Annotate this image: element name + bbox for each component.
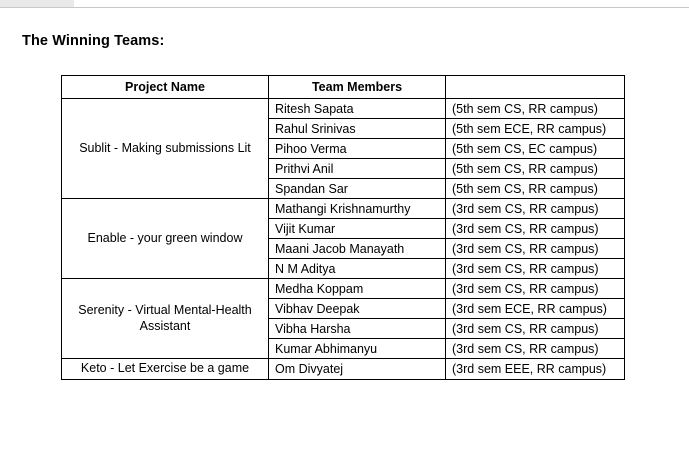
- campus-cell: (3rd sem CS, RR campus): [446, 219, 625, 239]
- team-member-cell: Kumar Abhimanyu: [269, 339, 446, 359]
- table-row: [62, 279, 625, 299]
- project-name-cell: Serenity - Virtual Mental-Health Assistant: [62, 279, 269, 359]
- team-member-cell: Prithvi Anil: [269, 159, 446, 179]
- campus-cell: (5th sem CS, RR campus): [446, 99, 625, 119]
- campus-cell: (3rd sem CS, RR campus): [446, 339, 625, 359]
- team-member-cell: Vibhav Deepak: [269, 299, 446, 319]
- campus-cell: (3rd sem ECE, RR campus): [446, 299, 625, 319]
- campus-cell: (5th sem CS, EC campus): [446, 139, 625, 159]
- project-name-cell: Enable - your green window: [62, 199, 269, 279]
- campus-cell: (3rd sem CS, RR campus): [446, 259, 625, 279]
- campus-cell: (5th sem CS, RR campus): [446, 179, 625, 199]
- team-member-cell: Maani Jacob Manayath: [269, 239, 446, 259]
- project-name-cell: Sublit - Making submissions Lit: [62, 99, 269, 199]
- team-member-cell: Spandan Sar: [269, 179, 446, 199]
- table-row: [62, 359, 625, 380]
- campus-cell: (3rd sem EEE, RR campus): [446, 359, 625, 380]
- campus-cell: (5th sem ECE, RR campus): [446, 119, 625, 139]
- team-member-cell: Om Divyatej: [269, 359, 446, 380]
- table-header-row: [62, 76, 625, 99]
- page-title: The Winning Teams:: [22, 33, 165, 49]
- team-member-cell: Vibha Harsha: [269, 319, 446, 339]
- team-member-cell: Ritesh Sapata: [269, 99, 446, 119]
- campus-cell: (3rd sem CS, RR campus): [446, 199, 625, 219]
- campus-cell: (3rd sem CS, RR campus): [446, 319, 625, 339]
- campus-cell: (3rd sem CS, RR campus): [446, 239, 625, 259]
- column-header-project-name: Project Name: [62, 76, 269, 99]
- page-top-strip: [0, 0, 689, 8]
- team-member-cell: Vijit Kumar: [269, 219, 446, 239]
- campus-cell: (3rd sem CS, RR campus): [446, 279, 625, 299]
- project-name-cell: Keto - Let Exercise be a game: [62, 359, 269, 380]
- top-strip-left-block: [0, 0, 74, 7]
- column-header-campus: [446, 76, 625, 99]
- team-member-cell: N M Aditya: [269, 259, 446, 279]
- team-member-cell: Rahul Srinivas: [269, 119, 446, 139]
- table-row: [62, 199, 625, 219]
- table-row: [62, 99, 625, 119]
- campus-cell: (5th sem CS, RR campus): [446, 159, 625, 179]
- team-member-cell: Medha Koppam: [269, 279, 446, 299]
- team-member-cell: Mathangi Krishnamurthy: [269, 199, 446, 219]
- column-header-team-members: Team Members: [269, 76, 446, 99]
- winning-teams-table: [61, 75, 625, 380]
- team-member-cell: Pihoo Verma: [269, 139, 446, 159]
